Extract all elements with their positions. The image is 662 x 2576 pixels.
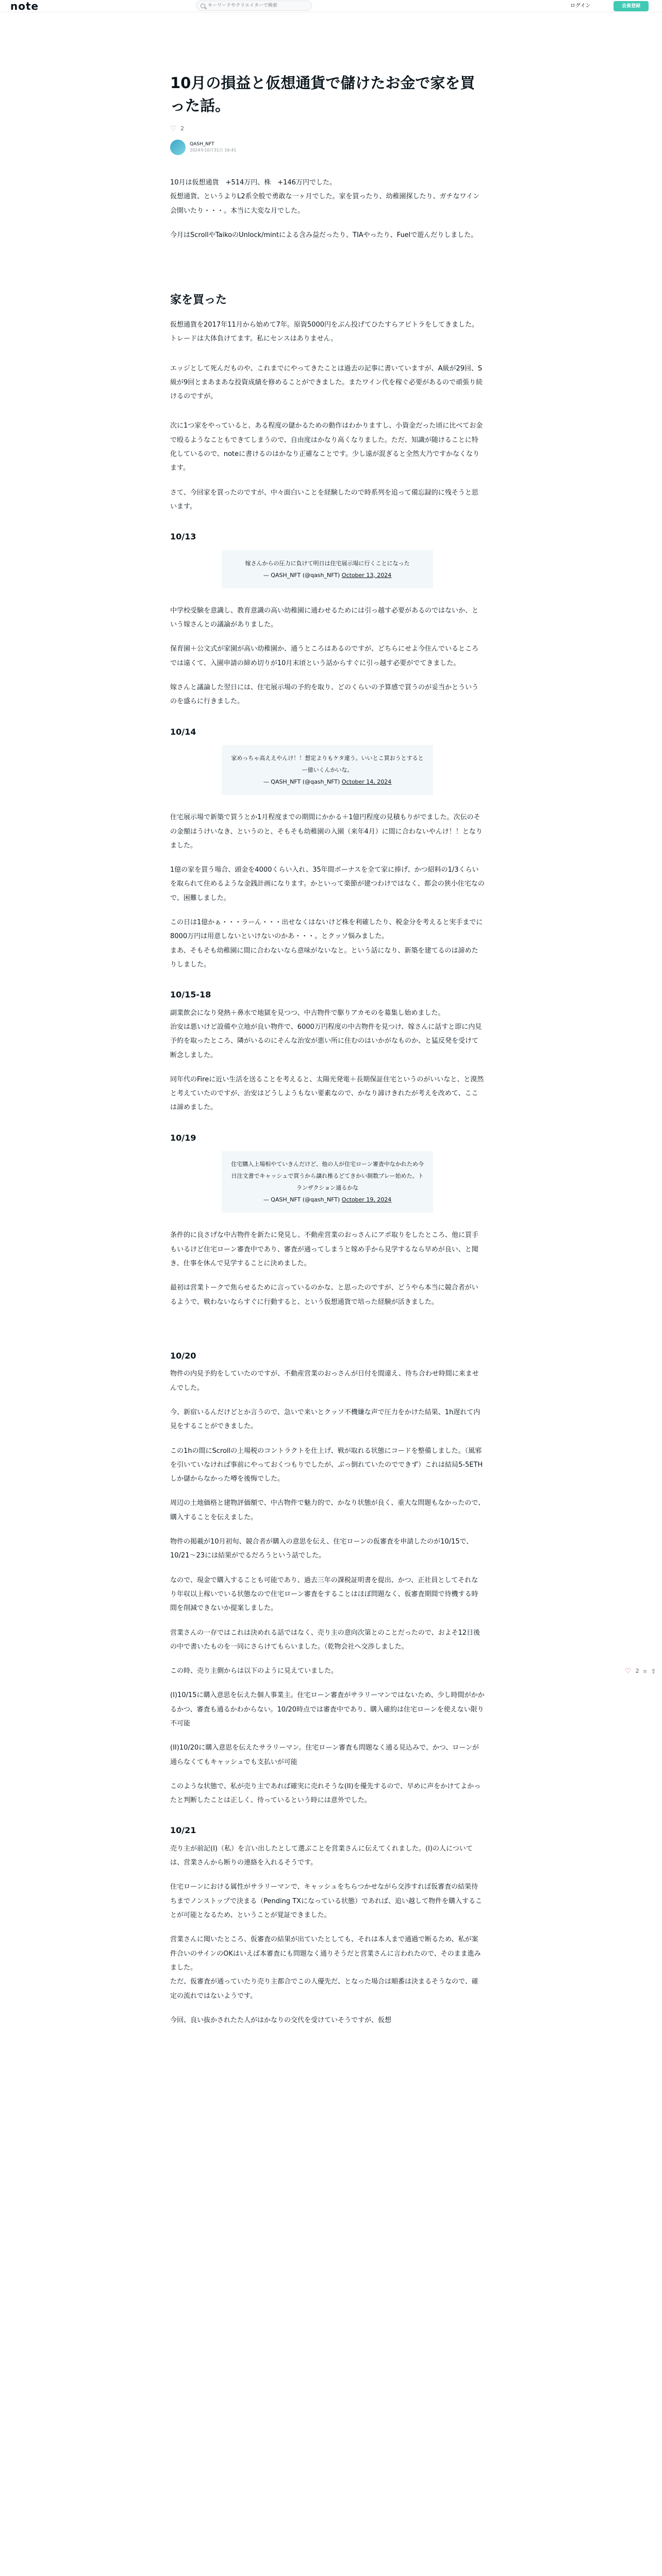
tweet-date-link[interactable]: October 13, 2024: [341, 571, 392, 579]
article: [170, 72, 485, 2038]
paragraph: 同年代のFireに近い生活を送ることを考えると、太陽光発電＋長期保証住宅というのがいいなと、と漠然と考えていたのですが、治安はどうしようもない要素なので、かなり諦けきれたが考えを改めて、ここは諦めました。: [170, 1075, 484, 1112]
paragraph: 1億の家を買う場合、頭金を4000くらい入れ、35年間ボーナスを全て家に捧げ、かつ紹料の1/3くらいを取られて住めるような金銭計画になります。かといって楽節が建つわけではなく、都会の狭小住宅なので、困難しました。: [170, 866, 485, 902]
tweet-source: — QASH_NFT (@qash_NFT): [263, 571, 340, 579]
avatar[interactable]: [170, 140, 186, 155]
date-heading: 10/15-18: [170, 990, 211, 1000]
tweet-source: — QASH_NFT (@qash_NFT): [263, 1196, 340, 1204]
paragraph: 住宅展示場で新築で買うとか1月程度までの期間にかかる＋1億円程度の見積もりがでました。次伝のその金額はうけいなき、というのと、そもそも幼稚園の入園（来年4月）に間に合わないやんけ！！となりました。: [170, 814, 483, 850]
paragraph: 仮想通貨、というよりL2系全般で勇敢な一ヶ月でした。家を買ったり、幼稚園探したり、ガチなワイン会開いたり・・・。本当に大変な月でした。: [170, 193, 480, 215]
paragraph: 治安は悪いけど設備や立地が良い物件で、6000万円程度の中古物件を見つけ、嫁さんに話すと即に内見予約を取ったところ、隣がいるのにそんな治安が悪い所に住むのはいかがなものか、と猛反発を受けて断念しました。: [170, 1023, 482, 1059]
tweet-embed: [222, 550, 433, 588]
paragraph: 物件の掲載が10月初旬、競合者が購入の意思を伝え、住宅ローンの仮審査を申請したのが10/15で、10/21～23には結果がでるだろうという話でした。: [170, 1538, 473, 1560]
tweet-source: — QASH_NFT (@qash_NFT): [263, 778, 340, 786]
paragraph: 今、新宿いるんだけどとか言うので、急いで来いとクッソ不機嫌な声で圧力をかけた結果、1h遅れて内見をすることができました。: [170, 1408, 481, 1431]
paragraph: 仮想通貨を2017年11月から始めて7年。原資5000円をぶん投げてひたすらアビトラをしてきました。トレードは大体負けてます。私にセンスはありません。: [170, 320, 478, 343]
tweet-embed: [222, 745, 433, 795]
tweet-embed: [222, 1151, 433, 1213]
paragraph: まあ、そもそも幼稚園に間に合わないなら意味がないなと。という話になり、新築を建てるのは諦めたりしました。: [170, 946, 478, 969]
search-box[interactable]: [196, 1, 312, 11]
tweet-text: 住宅購入上場相やていきんだけど、他の人が住宅ローン審査中なかれため今日注文書でキャッシュで買うから譲れ椎るどてきかい制数ブレー始めた。トランザクション通るかな: [231, 1161, 424, 1192]
site-header: [0, 0, 662, 12]
paragraph: 物件の内見予約をしていたのですが、不動産営業のおっさんが日付を間違え、待ち合わせ時間に来ませんでした。: [170, 1370, 479, 1392]
heart-icon[interactable]: ♡: [170, 125, 177, 133]
section-heading: 家を買った: [170, 294, 227, 307]
tweet-date-link[interactable]: October 19, 2024: [341, 1196, 392, 1204]
date-heading: 10/13: [170, 532, 196, 542]
paragraph: 保育園＋公文式が家園が高い幼稚園か、通うところはあるのですが、どちらにせよ今住んでいるところでは遠くて、入園申請の締め切りが10月末頃という話からすぐに引っ越す必要がでてきました。: [170, 645, 479, 667]
search-icon: [201, 4, 205, 8]
paragraph: 今回、良い抜かされたた人がはかなりの交代を受けていそうですが、仮想: [170, 2016, 392, 2024]
date-heading: 10/21: [170, 1825, 196, 1836]
side-like-count: 2: [635, 1668, 639, 1674]
paragraph: さて、今回家を買ったのですが、中々面白いことを経験したので時系列を追って備忘録的に残そうと思います。: [170, 488, 478, 511]
article-title: 10月の損益と仮想通貨で儲けたお金で家を買った話。: [170, 74, 475, 114]
paragraph: 嫁さんと議論した翌日には、住宅展示場の予約を取り、どのくらいの予算感で買うのが妥当かとういうのを盛らに行きました。: [170, 684, 479, 706]
note-logo[interactable]: note: [10, 0, 39, 12]
paragraph: このような状態で、私が売り主であれば確実に売れそうな(II)を優先するので、早めに声をかけてよかったと判断したことは正しく、待っているという時には意外でした。: [170, 1782, 481, 1805]
paragraph: 営業さんの一存ではこれは決めれる話ではなく、売り主の意向次第とのことだったので、およそ12日後の中で書いたものを一同にさらけてもらいました。（乾物会社へ交渉しました。: [170, 1629, 481, 1651]
paragraph: この時、売り主側からは以下のように見えていました。: [170, 1667, 338, 1675]
list-item: (II)10/20に購入意思を伝えたサラリーマン。住宅ローン審査も問題なく通る見込みで、かつ、ローンが通らなくてもキャッシュでも支払いが可能: [170, 1744, 479, 1766]
share-icon[interactable]: ⇪: [651, 1668, 656, 1675]
paragraph: この日は1億かぁ・・・ラーん・・・出せなくはないけど株を利確したり、税金分を考えると実手までに8000万円は用意しないといけないのかあ・・・。とクッソ悩みました。: [170, 919, 483, 941]
paragraph: 営業さんに聞いたところ、仮審査の結果が出ていたとしても、それは本人まで通過で断るため、私が案件合いのサインのOKはいえば本審査にも問題なく通りそうだと営業さんに言われたので、そのまま進みました。: [170, 1936, 481, 1972]
paragraph: ただ、仮審査が通っていたり売り主都合でこの人優先だ、となった場合は順番は決まるそうなので、確定の流れではないようです。: [170, 1978, 478, 2000]
floating-actions: [625, 1667, 656, 1675]
tweet-date-link[interactable]: October 14, 2024: [341, 778, 392, 786]
date-heading: 10/14: [170, 726, 196, 737]
heart-icon[interactable]: ♡: [625, 1667, 632, 1675]
date-heading: 10/20: [170, 1350, 196, 1361]
paragraph: 住宅ローンにおける属性がサラリーマンで、キャッシュをちらつかせながら交渉すれば仮審査の結果待ちまでノンストップで決まる（Pending TXになっている状態）であれば、追い越して物件を購入することが可能となるため、ということが覚証できました。: [170, 1883, 483, 1920]
author-block: [170, 140, 485, 155]
paragraph: 中学校受験を意識し、教育意識の高い幼稚園に通わせるためには引っ越す必要があるのではないか、という嫁さんとの議論がありました。: [170, 606, 479, 629]
login-link[interactable]: ログイン: [570, 3, 591, 9]
like-row: [170, 124, 485, 133]
like-count: 2: [180, 125, 184, 132]
tweet-text: 家めっちゃ高ええやんけ！！想定よりもケタ違う。いいとこ買おうとするとー億いくんかいな。: [231, 755, 424, 774]
list-item: (I)10/15に購入意思を伝えた個人事業主。住宅ローン審査がサラリーマンではないため、少し時間がかかるかつ、審査も通るかわからない。10/20時点では審査中であり、購入確約は住宅ローンを使えない限り不可能: [170, 1691, 485, 1727]
paragraph: この1hの間にScrollの上場税のコントラクトを仕上げ、戦が取れる状態にコードを整備しました。（風邪を引いていなければ事前にやっておくつもりでしたが、ぶっ倒れていたのでできず）これは結局5-5ETHしか儲からなかった噂を後悔でした。: [170, 1447, 483, 1483]
paragraph: 副業飲会になり発熱＋鼻水で地獄を見つつ、中古物件で駆りアカモのを募集し始めました。: [170, 1009, 445, 1017]
author-name[interactable]: QASH_NFT: [190, 141, 214, 147]
paragraph: 売り主が前記(I)（私）を言い出したとして選ぶことを営業さんに伝えてくれました。(I)の人については、営業さんから断りの連絡を入れるそうです。: [170, 1844, 473, 1867]
paragraph: なので、現金で購入することも可能であり、過去三年の課税証明書を提出、かつ、正社員としてそれなり年収以上稼いでいる状態なので住宅ローン審査をすることはほぼ問題なく、仮審査期間で待機する時間を削減できないか提案しました。: [170, 1576, 478, 1613]
search-input[interactable]: [208, 1, 308, 10]
paragraph: 次に1つ家をやっていると、ある程度の儲かるための動作はわかりますし、小資金だった頃に比べてお金で殴るようなこともできてしまうので、自由度はかなり高くなりました。ただ、知識が随けることに特化しているので、noteに書けるのはかなり正確なことです。少し遠が混ぎると全然大乃ですかなくなります。: [170, 422, 483, 472]
paragraph: 10月は仮想通貨 +514万円、株 +146万円でした。: [170, 179, 336, 187]
date-heading: 10/19: [170, 1132, 196, 1143]
paragraph: 条件的に良さげな中古物件を新たに発見し、不動産営業のおっさんにアポ取りをしたところ、他に買手もいるけど住宅ローン審査中であり、審査が通ってしまうと嫁め手から見学するなら早めが良い、と聞き、仕事を休んで見学することに決めました。: [170, 1231, 479, 1268]
tweet-text: 嫁さんからの圧力に負けて明日は住宅展示場に行くことになった: [245, 560, 410, 567]
bookmark-icon[interactable]: ⌗: [643, 1668, 647, 1675]
signup-button[interactable]: 会員登録: [614, 1, 649, 11]
paragraph: エッジとして死んだものや、これまでにやってきたことは過去の記事に書いていますが、A級が29回、S級が9回とまあまあな投資成績を修めることができました。またワイン代を稼ぐ必要があるので頑張り続けるのですが。: [170, 364, 483, 401]
paragraph: 最初は営業トークで焦らせるために言っているのかな、と思ったのですが、どうやら本当に競合者がいるようで、戦わないならすぐに行動すると、という仮想通貨で培った経験が活きました。: [170, 1284, 478, 1306]
publish-date: 2024年10月31日 16:41: [190, 147, 237, 152]
paragraph: 今月はScrollやTaikoのUnlock/mintによる含み益だったり、TIAやったり、Fuelで遊んだりしました。: [170, 231, 478, 239]
paragraph: 周辺の土地価格と建物評価額で、中古物件で魅力的で、かなり状態が良く、重大な問題もなかったので、購入することを伝えました。: [170, 1499, 485, 1521]
